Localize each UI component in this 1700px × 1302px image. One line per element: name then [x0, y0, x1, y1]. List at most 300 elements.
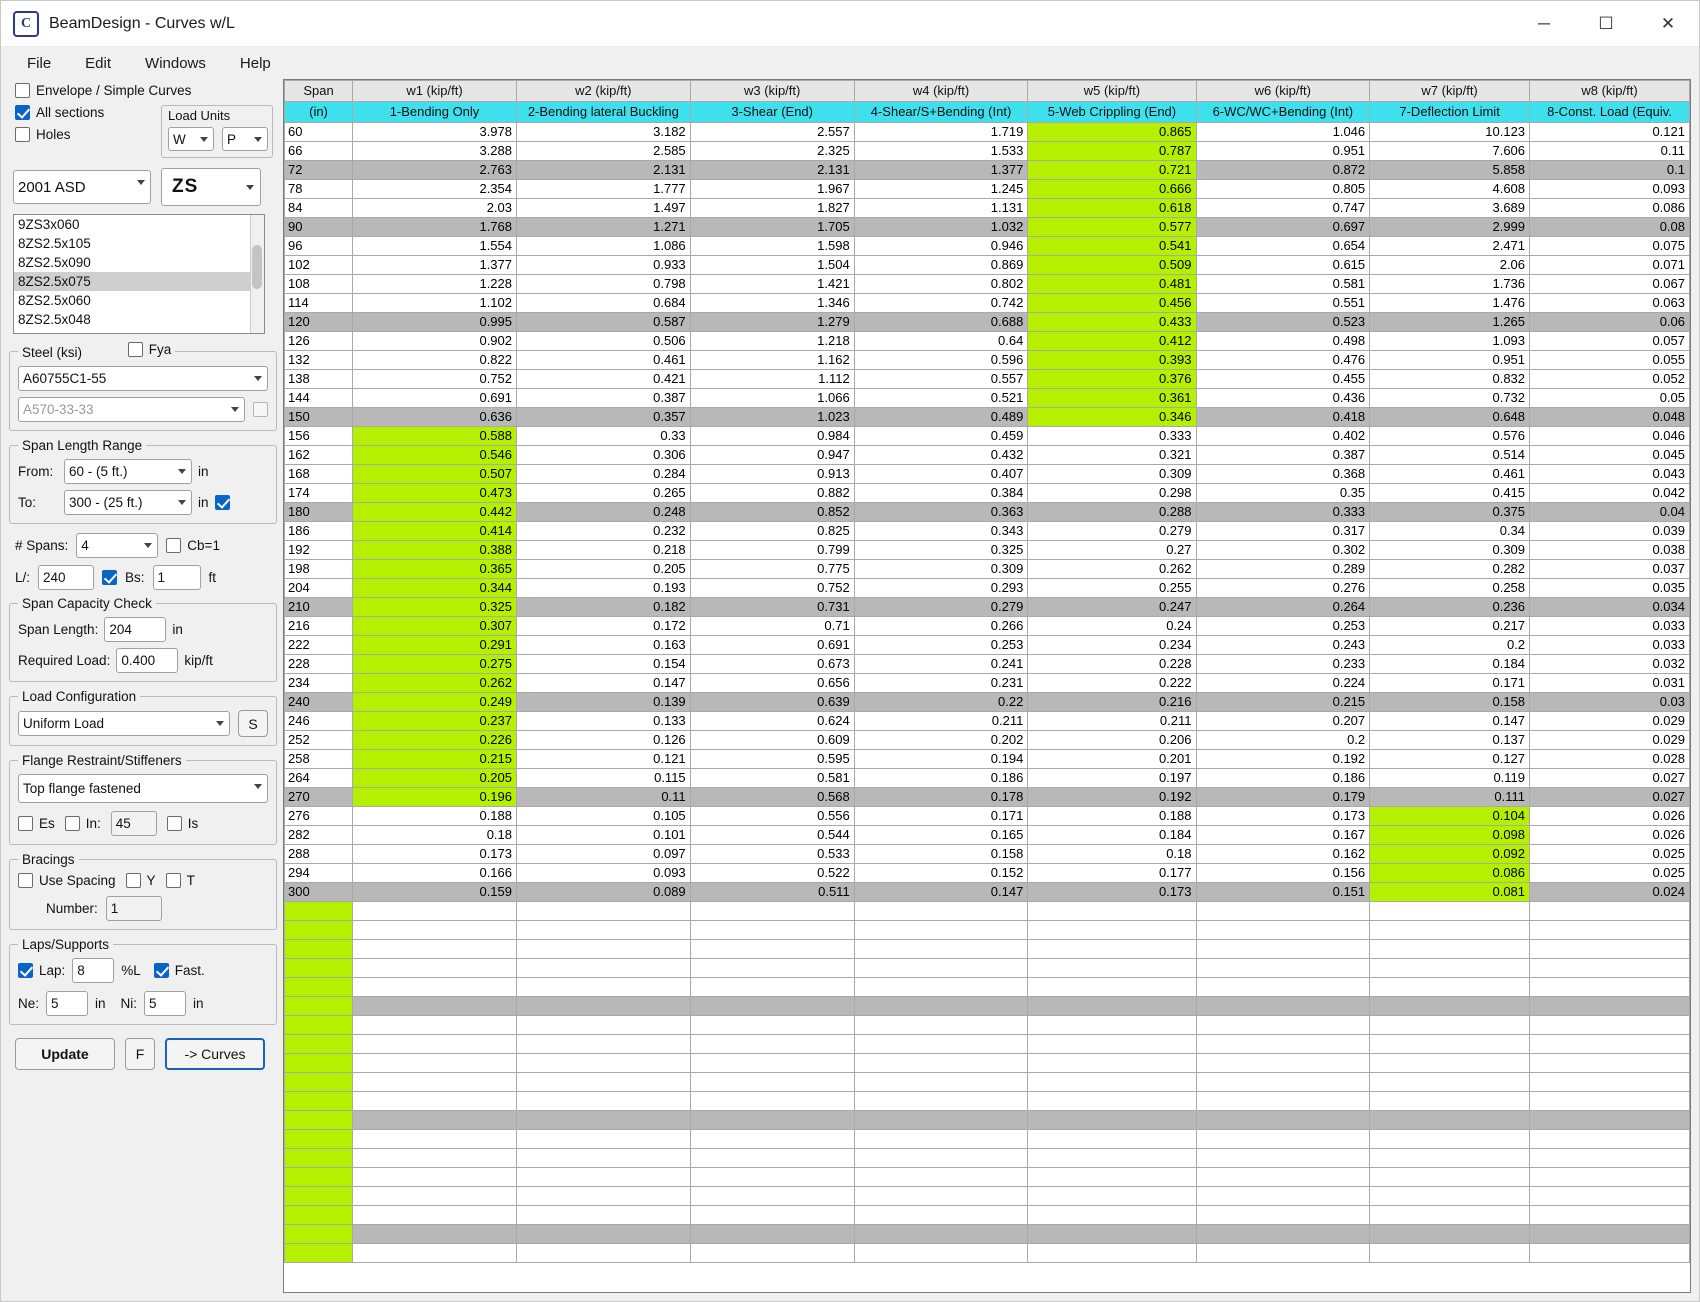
list-item[interactable]: 9ZS3x060	[18, 217, 80, 232]
cell-w6[interactable]: 0.436	[1196, 389, 1370, 408]
section-list[interactable]	[13, 214, 265, 334]
span-length-input[interactable]	[104, 617, 166, 642]
cell-span[interactable]	[285, 1206, 353, 1225]
cell-span[interactable]: 276	[285, 807, 353, 826]
cell-w7[interactable]: 0.282	[1370, 560, 1530, 579]
cell-w5[interactable]: 0.481	[1028, 275, 1196, 294]
cell-w8[interactable]: 0.052	[1530, 370, 1690, 389]
cell-w5[interactable]: 0.216	[1028, 693, 1196, 712]
cell-w7[interactable]: 0.081	[1370, 883, 1530, 902]
cell-span[interactable]: 96	[285, 237, 353, 256]
cell-w3[interactable]: 0.639	[690, 693, 854, 712]
table-row-empty[interactable]	[285, 1130, 1690, 1149]
cell-w3[interactable]: 1.023	[690, 408, 854, 427]
cell-w7[interactable]: 2.999	[1370, 218, 1530, 237]
cell-w3[interactable]	[690, 940, 854, 959]
list-item-selected[interactable]: 8ZS2.5x075	[14, 272, 264, 291]
cell-w2[interactable]: 0.205	[517, 560, 691, 579]
cell-w4[interactable]: 1.533	[854, 142, 1028, 161]
cell-w1[interactable]	[353, 1206, 517, 1225]
cell-w5[interactable]	[1028, 902, 1196, 921]
cell-w4[interactable]: 0.363	[854, 503, 1028, 522]
cell-w1[interactable]: 1.768	[353, 218, 517, 237]
cell-w3[interactable]	[690, 1073, 854, 1092]
cell-w2[interactable]: 3.182	[517, 123, 691, 142]
cell-span[interactable]: 66	[285, 142, 353, 161]
cell-w5[interactable]: 0.433	[1028, 313, 1196, 332]
cell-w4[interactable]: 0.432	[854, 446, 1028, 465]
cell-w6[interactable]	[1196, 1111, 1370, 1130]
cell-w2[interactable]: 0.133	[517, 712, 691, 731]
cell-w8[interactable]: 0.05	[1530, 389, 1690, 408]
cell-w7[interactable]: 0.171	[1370, 674, 1530, 693]
cell-w2[interactable]: 0.933	[517, 256, 691, 275]
cell-w1[interactable]: 3.288	[353, 142, 517, 161]
cell-w3[interactable]	[690, 959, 854, 978]
fya-checkbox[interactable]	[128, 342, 172, 357]
cell-w2[interactable]: 1.777	[517, 180, 691, 199]
cell-w5[interactable]	[1028, 1111, 1196, 1130]
cell-span[interactable]	[285, 1244, 353, 1263]
cell-w1[interactable]	[353, 1054, 517, 1073]
holes-checkbox[interactable]	[15, 127, 71, 142]
cell-span[interactable]	[285, 997, 353, 1016]
cell-w7[interactable]: 0.309	[1370, 541, 1530, 560]
table-row[interactable]	[285, 275, 1690, 294]
cell-w3[interactable]	[690, 1206, 854, 1225]
cell-w8[interactable]: 0.086	[1530, 199, 1690, 218]
cell-w5[interactable]: 0.173	[1028, 883, 1196, 902]
table-row-empty[interactable]	[285, 978, 1690, 997]
list-item[interactable]: 8ZS2.5x090	[18, 255, 91, 270]
cell-w2[interactable]: 0.684	[517, 294, 691, 313]
cell-w4[interactable]: 0.407	[854, 465, 1028, 484]
cell-span[interactable]: 162	[285, 446, 353, 465]
table-row[interactable]	[285, 522, 1690, 541]
cell-w2[interactable]	[517, 1073, 691, 1092]
cell-w6[interactable]	[1196, 940, 1370, 959]
cell-w7[interactable]: 0.184	[1370, 655, 1530, 674]
cell-w2[interactable]: 0.097	[517, 845, 691, 864]
cell-w7[interactable]	[1370, 1054, 1530, 1073]
cell-w7[interactable]: 7.606	[1370, 142, 1530, 161]
cell-w8[interactable]: 0.027	[1530, 769, 1690, 788]
cell-w5[interactable]: 0.27	[1028, 541, 1196, 560]
cell-span[interactable]: 234	[285, 674, 353, 693]
cell-w2[interactable]: 0.798	[517, 275, 691, 294]
cell-w1[interactable]: 0.291	[353, 636, 517, 655]
cell-span[interactable]: 204	[285, 579, 353, 598]
cell-w4[interactable]: 0.489	[854, 408, 1028, 427]
cell-w2[interactable]: 0.105	[517, 807, 691, 826]
cell-w4[interactable]: 0.596	[854, 351, 1028, 370]
cell-w1[interactable]: 0.636	[353, 408, 517, 427]
cell-w1[interactable]: 0.188	[353, 807, 517, 826]
table-row[interactable]	[285, 560, 1690, 579]
cell-w3[interactable]: 1.967	[690, 180, 854, 199]
table-row[interactable]	[285, 598, 1690, 617]
cell-span[interactable]	[285, 1225, 353, 1244]
cell-w3[interactable]: 0.752	[690, 579, 854, 598]
cell-w4[interactable]: 1.245	[854, 180, 1028, 199]
table-row-empty[interactable]	[285, 997, 1690, 1016]
table-row-empty[interactable]	[285, 1092, 1690, 1111]
cell-w5[interactable]	[1028, 997, 1196, 1016]
cell-w7[interactable]: 0.236	[1370, 598, 1530, 617]
cell-w6[interactable]: 0.2	[1196, 731, 1370, 750]
list-item[interactable]: 8ZS2.5x060	[18, 293, 91, 308]
cell-w6[interactable]: 0.402	[1196, 427, 1370, 446]
cell-w6[interactable]: 0.333	[1196, 503, 1370, 522]
cell-span[interactable]: 72	[285, 161, 353, 180]
cell-w6[interactable]	[1196, 1187, 1370, 1206]
cell-w8[interactable]: 0.075	[1530, 237, 1690, 256]
cell-w3[interactable]	[690, 1035, 854, 1054]
table-row-empty[interactable]	[285, 1168, 1690, 1187]
cell-w5[interactable]	[1028, 959, 1196, 978]
table-row[interactable]	[285, 541, 1690, 560]
cell-w7[interactable]: 4.608	[1370, 180, 1530, 199]
cell-w1[interactable]: 0.752	[353, 370, 517, 389]
cell-w2[interactable]: 0.218	[517, 541, 691, 560]
cell-w4[interactable]	[854, 940, 1028, 959]
cell-w8[interactable]	[1530, 940, 1690, 959]
cell-w3[interactable]: 0.799	[690, 541, 854, 560]
cell-w7[interactable]	[1370, 1187, 1530, 1206]
cell-w2[interactable]	[517, 921, 691, 940]
table-row[interactable]	[285, 161, 1690, 180]
cell-span[interactable]: 168	[285, 465, 353, 484]
cell-span[interactable]: 264	[285, 769, 353, 788]
cell-w7[interactable]: 0.092	[1370, 845, 1530, 864]
cell-w5[interactable]: 0.346	[1028, 408, 1196, 427]
table-row[interactable]	[285, 617, 1690, 636]
cell-w3[interactable]	[690, 921, 854, 940]
table-row[interactable]	[285, 693, 1690, 712]
cell-w6[interactable]	[1196, 902, 1370, 921]
cell-w1[interactable]: 0.215	[353, 750, 517, 769]
table-row[interactable]	[285, 674, 1690, 693]
design-spec-select[interactable]	[13, 170, 151, 204]
cell-w2[interactable]	[517, 978, 691, 997]
cell-w4[interactable]: 0.253	[854, 636, 1028, 655]
cell-w4[interactable]: 0.211	[854, 712, 1028, 731]
table-row[interactable]	[285, 294, 1690, 313]
cell-w4[interactable]: 0.293	[854, 579, 1028, 598]
cell-w1[interactable]: 1.554	[353, 237, 517, 256]
update-button[interactable]: Update	[15, 1038, 115, 1070]
num-spans-select[interactable]	[76, 533, 158, 558]
cell-span[interactable]: 252	[285, 731, 353, 750]
cell-w7[interactable]	[1370, 1073, 1530, 1092]
cell-w3[interactable]	[690, 1016, 854, 1035]
cell-span[interactable]	[285, 902, 353, 921]
cell-span[interactable]: 192	[285, 541, 353, 560]
cell-w4[interactable]	[854, 921, 1028, 940]
cell-w1[interactable]: 0.226	[353, 731, 517, 750]
table-row-empty[interactable]	[285, 1206, 1690, 1225]
cell-w6[interactable]: 0.186	[1196, 769, 1370, 788]
cell-span[interactable]: 222	[285, 636, 353, 655]
cell-w7[interactable]: 0.514	[1370, 446, 1530, 465]
table-row[interactable]	[285, 788, 1690, 807]
cell-w7[interactable]: 1.093	[1370, 332, 1530, 351]
cell-w6[interactable]	[1196, 959, 1370, 978]
cell-span[interactable]: 270	[285, 788, 353, 807]
cell-w7[interactable]	[1370, 1092, 1530, 1111]
l-ratio-input[interactable]	[38, 565, 94, 590]
cell-w1[interactable]: 0.205	[353, 769, 517, 788]
cell-w2[interactable]: 0.101	[517, 826, 691, 845]
cell-w7[interactable]: 2.06	[1370, 256, 1530, 275]
cell-w5[interactable]	[1028, 1149, 1196, 1168]
cell-w7[interactable]: 0.832	[1370, 370, 1530, 389]
table-row[interactable]	[285, 465, 1690, 484]
cell-w3[interactable]: 1.066	[690, 389, 854, 408]
cell-w5[interactable]: 0.321	[1028, 446, 1196, 465]
cell-w5[interactable]: 0.393	[1028, 351, 1196, 370]
cell-w2[interactable]	[517, 1225, 691, 1244]
span-range-enable-checkbox[interactable]	[215, 495, 230, 510]
in-input[interactable]	[111, 811, 157, 836]
cell-w6[interactable]: 0.951	[1196, 142, 1370, 161]
cell-w3[interactable]: 1.598	[690, 237, 854, 256]
cell-w7[interactable]	[1370, 959, 1530, 978]
load-units-p-select[interactable]	[222, 127, 268, 151]
cell-span[interactable]	[285, 959, 353, 978]
menu-file[interactable]: File	[27, 54, 52, 72]
cell-w7[interactable]: 0.098	[1370, 826, 1530, 845]
cell-w1[interactable]	[353, 997, 517, 1016]
ne-input[interactable]	[46, 991, 88, 1016]
cell-w5[interactable]	[1028, 1168, 1196, 1187]
cell-w1[interactable]: 0.995	[353, 313, 517, 332]
cell-w8[interactable]: 0.025	[1530, 845, 1690, 864]
cell-w2[interactable]: 0.387	[517, 389, 691, 408]
cell-w1[interactable]: 0.196	[353, 788, 517, 807]
cell-w6[interactable]	[1196, 1130, 1370, 1149]
cell-w3[interactable]: 1.504	[690, 256, 854, 275]
cell-span[interactable]: 120	[285, 313, 353, 332]
cell-w6[interactable]: 0.243	[1196, 636, 1370, 655]
cell-w3[interactable]: 1.112	[690, 370, 854, 389]
cell-w5[interactable]: 0.18	[1028, 845, 1196, 864]
cell-w2[interactable]: 1.271	[517, 218, 691, 237]
cell-w6[interactable]: 0.418	[1196, 408, 1370, 427]
cell-w7[interactable]: 0.461	[1370, 465, 1530, 484]
cell-w6[interactable]: 0.581	[1196, 275, 1370, 294]
cell-w3[interactable]: 2.557	[690, 123, 854, 142]
table-row[interactable]	[285, 218, 1690, 237]
cell-w3[interactable]: 0.522	[690, 864, 854, 883]
cell-w3[interactable]	[690, 1168, 854, 1187]
cell-w1[interactable]: 0.902	[353, 332, 517, 351]
cell-w7[interactable]	[1370, 1016, 1530, 1035]
cell-span[interactable]: 138	[285, 370, 353, 389]
cell-w3[interactable]: 0.511	[690, 883, 854, 902]
cell-w8[interactable]	[1530, 1130, 1690, 1149]
cell-w6[interactable]: 0.476	[1196, 351, 1370, 370]
cell-w5[interactable]: 0.865	[1028, 123, 1196, 142]
table-row[interactable]	[285, 427, 1690, 446]
cell-w4[interactable]: 0.742	[854, 294, 1028, 313]
lap-input[interactable]	[72, 958, 114, 983]
cell-w6[interactable]	[1196, 1054, 1370, 1073]
cell-w5[interactable]	[1028, 1244, 1196, 1263]
cell-w2[interactable]: 0.147	[517, 674, 691, 693]
cell-w2[interactable]	[517, 997, 691, 1016]
cell-w3[interactable]: 0.731	[690, 598, 854, 617]
cell-w5[interactable]: 0.255	[1028, 579, 1196, 598]
cell-w6[interactable]: 0.224	[1196, 674, 1370, 693]
cell-w6[interactable]: 0.151	[1196, 883, 1370, 902]
cell-w6[interactable]	[1196, 1016, 1370, 1035]
cell-w5[interactable]: 0.412	[1028, 332, 1196, 351]
cell-span[interactable]	[285, 1073, 353, 1092]
cell-span[interactable]: 186	[285, 522, 353, 541]
table-row-empty[interactable]	[285, 959, 1690, 978]
cell-w4[interactable]: 0.178	[854, 788, 1028, 807]
cell-w8[interactable]: 0.04	[1530, 503, 1690, 522]
cell-span[interactable]: 198	[285, 560, 353, 579]
table-row-empty[interactable]	[285, 1054, 1690, 1073]
cell-w1[interactable]: 0.159	[353, 883, 517, 902]
cell-w1[interactable]: 0.388	[353, 541, 517, 560]
table-row[interactable]	[285, 845, 1690, 864]
col-header-w7[interactable]: w7 (kip/ft)	[1370, 81, 1530, 102]
cell-w8[interactable]: 0.039	[1530, 522, 1690, 541]
cell-w8[interactable]	[1530, 1149, 1690, 1168]
cell-w8[interactable]: 0.038	[1530, 541, 1690, 560]
col-header-w2[interactable]: w2 (kip/ft)	[517, 81, 691, 102]
cell-w4[interactable]: 0.946	[854, 237, 1028, 256]
cell-w4[interactable]: 0.869	[854, 256, 1028, 275]
cell-w8[interactable]: 0.067	[1530, 275, 1690, 294]
cell-w6[interactable]: 0.654	[1196, 237, 1370, 256]
cell-w3[interactable]	[690, 1187, 854, 1206]
cell-w6[interactable]: 0.302	[1196, 541, 1370, 560]
cell-w8[interactable]	[1530, 1016, 1690, 1035]
cell-w7[interactable]: 0.951	[1370, 351, 1530, 370]
cell-w7[interactable]	[1370, 1149, 1530, 1168]
cell-w2[interactable]: 0.093	[517, 864, 691, 883]
cell-w5[interactable]	[1028, 1225, 1196, 1244]
cell-w3[interactable]: 1.162	[690, 351, 854, 370]
cell-w5[interactable]	[1028, 1092, 1196, 1111]
menu-edit[interactable]: Edit	[85, 54, 112, 72]
cell-w2[interactable]: 0.163	[517, 636, 691, 655]
cell-w8[interactable]: 0.042	[1530, 484, 1690, 503]
cell-w2[interactable]: 0.139	[517, 693, 691, 712]
cell-w8[interactable]: 0.033	[1530, 636, 1690, 655]
steel-grade2-select[interactable]	[18, 397, 245, 422]
table-row[interactable]	[285, 313, 1690, 332]
cell-w6[interactable]: 0.215	[1196, 693, 1370, 712]
table-row[interactable]	[285, 199, 1690, 218]
cell-w3[interactable]: 0.568	[690, 788, 854, 807]
table-row[interactable]	[285, 750, 1690, 769]
cell-w5[interactable]: 0.333	[1028, 427, 1196, 446]
cell-w7[interactable]: 0.258	[1370, 579, 1530, 598]
cb-checkbox[interactable]	[166, 538, 220, 553]
cell-w3[interactable]: 1.827	[690, 199, 854, 218]
cell-w8[interactable]: 0.026	[1530, 826, 1690, 845]
cell-w5[interactable]	[1028, 1073, 1196, 1092]
cell-w4[interactable]	[854, 1016, 1028, 1035]
cell-w6[interactable]: 0.615	[1196, 256, 1370, 275]
cell-w3[interactable]: 0.673	[690, 655, 854, 674]
cell-w4[interactable]	[854, 997, 1028, 1016]
cell-w7[interactable]	[1370, 1111, 1530, 1130]
cell-w8[interactable]: 0.048	[1530, 408, 1690, 427]
cell-w3[interactable]: 1.279	[690, 313, 854, 332]
cell-w5[interactable]: 0.228	[1028, 655, 1196, 674]
table-row[interactable]	[285, 370, 1690, 389]
cell-w4[interactable]: 1.377	[854, 161, 1028, 180]
cell-w7[interactable]: 1.265	[1370, 313, 1530, 332]
cell-w6[interactable]: 0.551	[1196, 294, 1370, 313]
cell-w4[interactable]: 0.459	[854, 427, 1028, 446]
table-row-empty[interactable]	[285, 1187, 1690, 1206]
cell-w8[interactable]: 0.071	[1530, 256, 1690, 275]
cell-w1[interactable]	[353, 1111, 517, 1130]
cell-w5[interactable]	[1028, 921, 1196, 940]
cell-w1[interactable]	[353, 1168, 517, 1187]
cell-w3[interactable]: 0.691	[690, 636, 854, 655]
cell-w8[interactable]: 0.03	[1530, 693, 1690, 712]
cell-span[interactable]: 174	[285, 484, 353, 503]
cell-w8[interactable]: 0.06	[1530, 313, 1690, 332]
cell-w8[interactable]	[1530, 1244, 1690, 1263]
cell-w5[interactable]: 0.618	[1028, 199, 1196, 218]
cell-w2[interactable]: 0.182	[517, 598, 691, 617]
cell-w1[interactable]	[353, 959, 517, 978]
cell-w5[interactable]: 0.206	[1028, 731, 1196, 750]
cell-w5[interactable]: 0.309	[1028, 465, 1196, 484]
cell-w4[interactable]: 0.165	[854, 826, 1028, 845]
cell-w4[interactable]: 0.171	[854, 807, 1028, 826]
cell-w2[interactable]: 0.154	[517, 655, 691, 674]
table-row[interactable]	[285, 484, 1690, 503]
cell-w1[interactable]: 1.377	[353, 256, 517, 275]
load-units-w-select[interactable]	[168, 127, 214, 151]
cell-span[interactable]	[285, 1054, 353, 1073]
cell-w2[interactable]	[517, 1206, 691, 1225]
cell-w2[interactable]	[517, 1244, 691, 1263]
cell-w3[interactable]: 0.581	[690, 769, 854, 788]
cell-w5[interactable]: 0.262	[1028, 560, 1196, 579]
cell-w3[interactable]: 0.71	[690, 617, 854, 636]
cell-w8[interactable]: 0.028	[1530, 750, 1690, 769]
cell-w8[interactable]: 0.031	[1530, 674, 1690, 693]
cell-w4[interactable]	[854, 902, 1028, 921]
menu-help[interactable]: Help	[239, 54, 271, 72]
table-row-empty[interactable]	[285, 1073, 1690, 1092]
table-row[interactable]	[285, 446, 1690, 465]
cell-span[interactable]: 228	[285, 655, 353, 674]
cell-w1[interactable]: 0.507	[353, 465, 517, 484]
cell-w2[interactable]	[517, 1054, 691, 1073]
cell-w6[interactable]	[1196, 997, 1370, 1016]
cell-w6[interactable]: 0.179	[1196, 788, 1370, 807]
cell-span[interactable]: 210	[285, 598, 353, 617]
cell-w7[interactable]: 0.2	[1370, 636, 1530, 655]
cell-w4[interactable]: 0.186	[854, 769, 1028, 788]
cell-w6[interactable]: 0.35	[1196, 484, 1370, 503]
cell-span[interactable]	[285, 1168, 353, 1187]
table-row[interactable]	[285, 332, 1690, 351]
cell-w5[interactable]	[1028, 1016, 1196, 1035]
